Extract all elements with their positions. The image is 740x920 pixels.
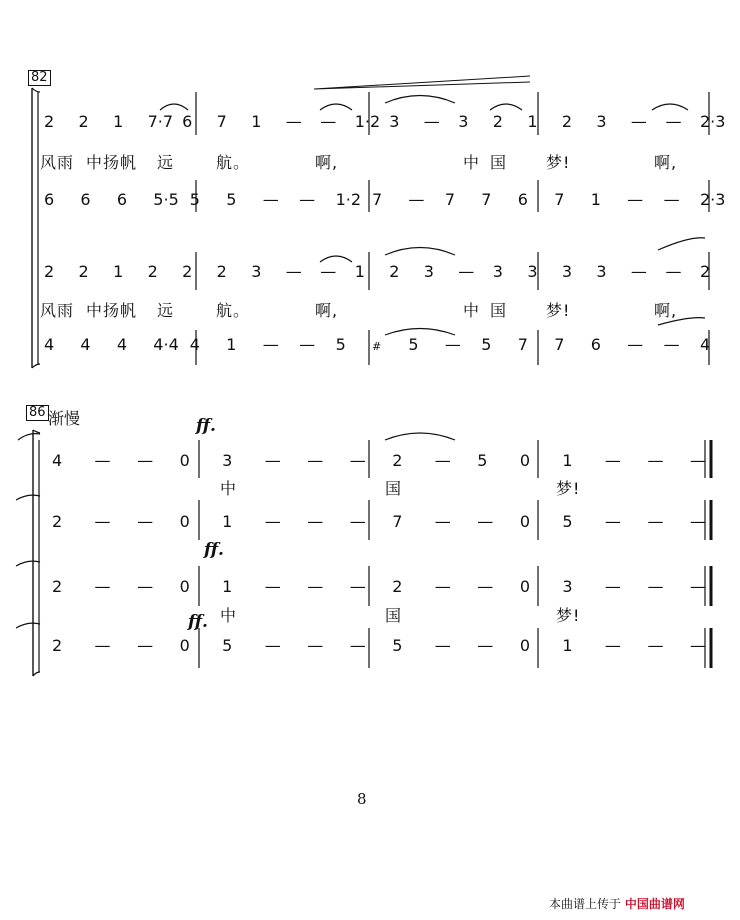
system2-staff3-note: 1 [222, 577, 233, 596]
system2-staff1-note: — [307, 451, 324, 470]
system1-staff4-note: 4 [44, 335, 55, 354]
system2-staff2-note: 0 [179, 512, 190, 531]
system2-staff4-note: — [647, 636, 664, 655]
system2-staff1-note: — [434, 451, 451, 470]
system1-staff1-note: 1 [113, 112, 124, 131]
system1-staff2-note: 1·2 [335, 190, 362, 209]
system1-staff3-note: — [458, 262, 475, 281]
system2-staff4-note: — [349, 636, 366, 655]
system1-staff2-note: 1 [590, 190, 601, 209]
system1-staff3-note: 2 [389, 262, 400, 281]
system1-staff4-note: # [372, 340, 382, 353]
system2-staff1-note: — [264, 451, 281, 470]
page-number: 8 [357, 790, 367, 808]
lyric-s1-top-8: 啊, [654, 153, 678, 172]
system1-staff3-note: 3 [251, 262, 262, 281]
lyric-s1-bot-2: 远 [157, 301, 175, 320]
lyric-s1-bot-8: 啊, [654, 301, 678, 320]
system2-staff4-note: — [264, 636, 281, 655]
system2-staff3-note: — [690, 577, 706, 596]
system1-staff3-note: 3 [561, 262, 573, 281]
lyric-s1-top-2: 远 [157, 153, 175, 172]
system1-staff2-note: 7 [444, 190, 456, 209]
system1-staff3-note: 2 [78, 262, 89, 281]
system2-staff1-note: 5 [477, 451, 488, 470]
system1-staff4-note: 4 [80, 335, 91, 354]
dynamic-ff-2: ff. [204, 540, 224, 560]
system2-staff3-note: — [477, 577, 494, 596]
system2-staff4-note: 5 [392, 636, 403, 655]
measure-number-86: 86 [26, 405, 49, 421]
system1-staff4-note: 6 [590, 335, 601, 354]
system2-staff2-note: 0 [519, 512, 531, 531]
system2-staff4-note: 2 [52, 636, 63, 655]
system1-staff1-note: 2 [78, 112, 89, 131]
system1-staff2-note: 6 [116, 190, 128, 209]
system1-staff1-note: 1 [527, 112, 538, 131]
system1-staff2-note: 2·3 [700, 190, 726, 209]
system2-staff3-note: 3 [562, 577, 573, 596]
system1-staff4-note: 4·4 [153, 335, 179, 354]
system2-staff2-note: — [349, 512, 366, 531]
system2-staff1-note: 0 [179, 451, 190, 470]
system1-staff3-note: 3 [423, 262, 434, 281]
system2-staff4-note: — [477, 636, 494, 655]
system2-staff2-note: — [647, 512, 664, 531]
lyric-s2-bot-0: 中 [220, 606, 238, 625]
system2-staff3-note: — [604, 577, 621, 596]
system2-staff3-note: — [434, 577, 451, 596]
system1-staff2-note: 7 [372, 190, 383, 209]
system2-staff3-note: 2 [392, 577, 403, 596]
system1-staff3-note: 2 [147, 262, 158, 281]
system1-staff2-note: — [627, 190, 644, 209]
system1-staff3-note: — [630, 262, 647, 281]
system2-staff3-note: — [349, 577, 366, 596]
system1-staff3-note: 2 [44, 262, 55, 281]
lyric-s1-bot-7: 梦! [546, 301, 571, 320]
system2-staff2-note: — [604, 512, 621, 531]
system1-staff3-note: 2 [700, 262, 711, 281]
system1-staff4-note: 4 [189, 335, 200, 354]
lyric-s1-bot-1: 中扬帆 [86, 301, 138, 320]
system2-staff4-note: — [434, 636, 451, 655]
system1-staff2-note: 5·5 [153, 190, 179, 209]
system2-staff1-note: 1 [562, 451, 573, 470]
system1-staff3-note: — [320, 262, 337, 281]
system2-staff2-note: 5 [562, 512, 573, 531]
system2-staff1-note: — [349, 451, 366, 470]
footer-upload-text: 本曲谱上传于 [549, 897, 622, 911]
system1-staff1-note: 3 [389, 112, 400, 131]
system2-staff3-note: — [647, 577, 664, 596]
system1-staff4-note: 7 [517, 335, 528, 354]
system1-staff1-note: 1·2 [354, 112, 381, 131]
lyric-s1-bot-4: 啊, [315, 301, 339, 320]
system2-staff2-note: 7 [392, 512, 403, 531]
system2-staff2-note: — [307, 512, 324, 531]
system1-staff1-note: 2 [44, 112, 55, 131]
system2-staff4-note: — [137, 636, 154, 655]
lyric-s2-top-1: 国 [385, 479, 403, 498]
system2-staff1-note: — [647, 451, 664, 470]
lyric-s1-top-7: 梦! [546, 153, 571, 172]
system1-staff1-note: — [320, 112, 337, 131]
lyric-s1-top-5: 中 [463, 153, 481, 172]
system1-staff2-note: 6 [44, 190, 55, 209]
system2-staff4-note: — [604, 636, 621, 655]
system2-staff1-note: 3 [222, 451, 233, 470]
system2-staff1-note: — [690, 451, 706, 470]
system1-staff3-note: 1 [354, 262, 365, 281]
system1-staff4-note: — [444, 335, 461, 354]
lyric-s1-top-4: 啊, [315, 153, 339, 172]
system1-staff4-note: 5 [408, 335, 419, 354]
system2-staff1-note: 0 [519, 451, 531, 470]
system1-staff3-note: 3 [492, 262, 503, 281]
lyric-s1-bot-0: 风雨 [40, 301, 75, 320]
system1-staff1-note: — [630, 112, 647, 131]
system1-staff2-note: — [408, 190, 425, 209]
site-logo: 中国曲谱网 [624, 897, 685, 911]
system1-staff1-note: 3 [596, 112, 607, 131]
system2-staff4-note: — [307, 636, 324, 655]
lyric-s1-top-0: 风雨 [40, 153, 75, 172]
lyric-s1-bot-6: 国 [490, 301, 508, 320]
system2-staff4-note: — [94, 636, 111, 655]
system1-staff2-note: — [663, 190, 680, 209]
system2-staff3-note: 0 [519, 577, 531, 596]
system1-staff3-note: 2 [216, 262, 227, 281]
system2-staff2-note: — [434, 512, 451, 531]
dynamic-ff-1: ff. [196, 416, 216, 436]
lyric-s1-top-6: 国 [490, 153, 508, 172]
system1-staff1-note: 6 [182, 112, 193, 131]
system1-staff4-note: 5 [481, 335, 492, 354]
system1-staff2-note: 5 [226, 190, 237, 209]
system1-staff3-note: 1 [113, 262, 124, 281]
system2-staff2-note: — [690, 512, 706, 531]
system2-staff4-note: 5 [222, 636, 233, 655]
system1-staff1-note: — [665, 112, 682, 131]
system1-staff2-note: 6 [517, 190, 528, 209]
system2-staff2-note: 1 [222, 512, 233, 531]
system1-staff4-note: — [299, 335, 316, 354]
system2-staff1-note: 4 [52, 451, 63, 470]
system2-staff1-note: — [94, 451, 111, 470]
system1-staff2-note: 7 [554, 190, 565, 209]
system1-staff3-note: — [285, 262, 302, 281]
system1-staff2-note: — [262, 190, 279, 209]
lyric-s1-bot-3: 航。 [216, 301, 251, 320]
system1-staff4-note: 7 [554, 335, 565, 354]
system1-staff3-note: 3 [527, 262, 538, 281]
system1-staff1-note: 7 [216, 112, 227, 131]
system2-staff4-note: 1 [562, 636, 573, 655]
system1-staff2-note: — [299, 190, 316, 209]
system1-staff1-note: 2·3 [700, 112, 726, 131]
system1-staff1-note: 2 [492, 112, 503, 131]
system2-staff2-note: — [477, 512, 494, 531]
system2-staff2-note: 2 [52, 512, 63, 531]
system1-staff4-note: 4 [700, 335, 711, 354]
system1-staff4-note: 1 [226, 335, 237, 354]
system1-staff1-note: — [285, 112, 302, 131]
lyric-s1-top-3: 航。 [216, 153, 251, 172]
system1-staff1-note: 7·7 [147, 112, 174, 131]
lyric-s2-top-0: 中 [220, 479, 238, 498]
system1-staff4-note: — [627, 335, 644, 354]
system1-staff2-note: 6 [80, 190, 91, 209]
system1-staff2-note: 7 [481, 190, 492, 209]
system2-staff3-note: 2 [52, 577, 63, 596]
system1-staff1-note: 1 [251, 112, 262, 131]
system2-staff4-note: 0 [519, 636, 531, 655]
system1-staff4-note: — [663, 335, 680, 354]
system2-staff3-note: — [264, 577, 281, 596]
system1-staff4-note: — [262, 335, 279, 354]
system2-staff1-note: — [604, 451, 621, 470]
system2-staff2-note: — [94, 512, 111, 531]
system2-staff2-note: — [264, 512, 281, 531]
measure-number-82: 82 [28, 70, 51, 86]
system1-staff1-note: 3 [458, 112, 469, 131]
lyric-s1-top-1: 中扬帆 [86, 153, 138, 172]
tempo-marking: 渐慢 [48, 409, 81, 428]
system1-staff1-note: 2 [561, 112, 573, 131]
system2-staff1-note: — [137, 451, 154, 470]
system2-staff4-note: 0 [179, 636, 190, 655]
system2-staff3-note: 0 [179, 577, 190, 596]
system2-staff3-note: — [307, 577, 324, 596]
system1-staff4-note: 5 [335, 335, 346, 354]
lyric-s1-bot-5: 中 [463, 301, 481, 320]
lyric-s2-bot-2: 梦! [556, 606, 581, 625]
system1-staff4-note: 4 [116, 335, 128, 354]
lyric-s2-top-2: 梦! [556, 479, 581, 498]
system2-staff3-note: — [94, 577, 111, 596]
system1-staff3-note: 2 [182, 262, 193, 281]
dynamic-ff-3: ff. [188, 612, 208, 632]
system2-staff4-note: — [690, 636, 706, 655]
system1-staff3-note: — [665, 262, 682, 281]
system1-staff3-note: 3 [596, 262, 607, 281]
system1-staff1-note: — [423, 112, 440, 131]
system2-staff3-note: — [137, 577, 154, 596]
lyric-s2-bot-1: 国 [385, 606, 403, 625]
system2-staff1-note: 2 [392, 451, 403, 470]
system2-staff2-note: — [137, 512, 154, 531]
system1-staff2-note: 5 [189, 190, 200, 209]
